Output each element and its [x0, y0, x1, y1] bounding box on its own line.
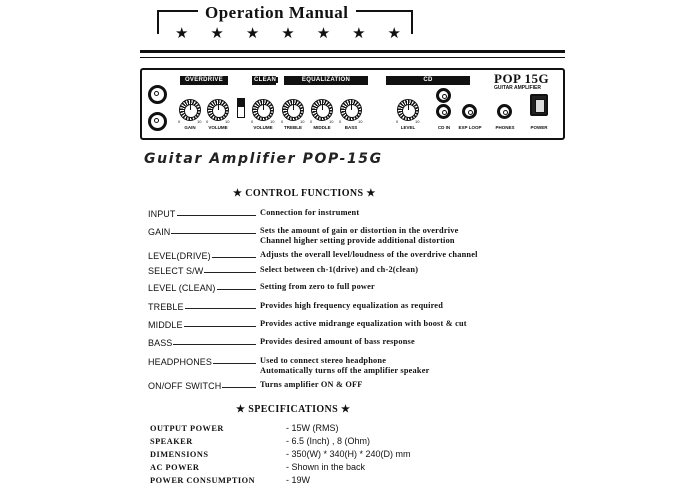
control-desc: Select between ch-1(drive) and ch-2(clean)	[260, 265, 419, 274]
cd-level-label: LEVEL	[400, 125, 416, 130]
control-label: TREBLE	[148, 302, 184, 312]
star-icon: ★	[245, 25, 260, 42]
control-label: INPUT	[148, 209, 176, 219]
control-label: HEADPHONES	[148, 357, 213, 367]
control-functions-heading: ★ CONTROL FUNCTIONS ★	[233, 188, 376, 199]
control-label: GAIN	[148, 227, 171, 237]
control-row	[148, 302, 568, 320]
gain-scale-min: 0	[178, 119, 181, 124]
cd-level-scale-max: 10	[415, 119, 420, 124]
control-desc: Turns amplifier ON & OFF	[260, 380, 363, 389]
control-desc: Provides desired amount of bass response	[260, 337, 415, 346]
cd-in-jack-2[interactable]	[436, 104, 451, 119]
control-desc: Adjusts the overall level/loudness of the overdrive channel	[260, 250, 478, 259]
model-subtitle: GUITAR AMPLIFIER	[494, 85, 541, 91]
spec-value: - 15W (RMS)	[286, 423, 339, 433]
gain-scale-max: 10	[197, 119, 202, 124]
spec-key: DIMENSIONS	[150, 450, 209, 459]
control-label: ON/OFF SWITCH	[148, 381, 222, 391]
cd-in-jack-1[interactable]	[436, 88, 451, 103]
star-icon: ★	[210, 25, 224, 42]
spec-key: SPEAKER	[150, 437, 193, 446]
control-desc: Sets the amount of gain or distortion in the overdrive Channel higher setting provide additional distortion	[260, 226, 459, 245]
volume-clean-label: VOLUME	[253, 125, 273, 130]
middle-knob[interactable]	[311, 99, 333, 121]
spec-value: - 19W	[286, 475, 311, 485]
star-icon: ★	[352, 25, 366, 42]
treble-scale-max: 10	[300, 119, 305, 124]
document-title: Guitar Amplifier POP-15G	[144, 151, 383, 167]
select-switch[interactable]	[237, 98, 245, 118]
control-desc: Provides active midrange equalization with boost & cut	[260, 319, 467, 328]
input-jack-2[interactable]	[148, 112, 167, 131]
header-stars	[175, 26, 401, 41]
control-label: SELECT S/W	[148, 266, 204, 276]
control-label: LEVEL(DRIVE)	[148, 251, 211, 261]
section-cd: CD	[386, 76, 470, 85]
section-overdrive: OVERDRIVE	[180, 76, 228, 85]
phones-label: PHONES	[495, 125, 515, 130]
gain-label: GAIN	[184, 125, 196, 130]
specifications-heading: ★ SPECIFICATIONS ★	[236, 404, 351, 415]
leader-line	[168, 233, 256, 234]
treble-knob[interactable]	[282, 99, 304, 121]
fx-loop-label: EXP LOOP	[458, 125, 482, 130]
spec-value: - 6.5 (Inch) , 8 (Ohm)	[286, 436, 371, 446]
control-row	[148, 381, 568, 399]
control-row	[148, 209, 568, 227]
bass-label: BASS	[344, 125, 358, 130]
treble-scale-min: 0	[281, 119, 284, 124]
bass-knob[interactable]	[340, 99, 362, 121]
control-label: LEVEL (CLEAN)	[148, 283, 216, 293]
phones-jack[interactable]	[497, 104, 512, 119]
leader-line	[168, 344, 256, 345]
fx-loop-jack[interactable]	[462, 104, 477, 119]
input-jack-1[interactable]	[148, 85, 167, 104]
star-icon: ★	[281, 25, 295, 42]
cd-level-knob[interactable]	[397, 99, 419, 121]
cd-level-scale-min: 0	[396, 119, 399, 124]
volume-drive-scale-min: 0	[206, 119, 209, 124]
manual-title: Operation Manual	[198, 3, 356, 23]
volume-drive-label: VOLUME	[208, 125, 228, 130]
power-label: POWER	[530, 125, 548, 130]
middle-scale-min: 0	[310, 119, 313, 124]
control-label: BASS	[148, 338, 173, 348]
power-switch[interactable]	[530, 94, 548, 116]
bass-scale-min: 0	[339, 119, 342, 124]
bass-scale-max: 10	[358, 119, 363, 124]
cd-in-label: CD IN	[437, 125, 451, 130]
middle-label: MIDDLE	[313, 125, 331, 130]
divider-thick	[140, 50, 565, 53]
spec-row	[150, 437, 570, 449]
control-row	[148, 283, 568, 301]
volume-drive-scale-max: 10	[225, 119, 230, 124]
control-row	[148, 227, 568, 245]
control-desc: Connection for instrument	[260, 208, 360, 217]
volume-drive-knob[interactable]	[207, 99, 229, 121]
leader-line	[168, 215, 256, 216]
middle-scale-max: 10	[329, 119, 334, 124]
volume-clean-scale-min: 0	[251, 119, 254, 124]
spec-value: - Shown in the back	[286, 462, 366, 472]
gain-knob[interactable]	[179, 99, 201, 121]
spec-key: OUTPUT POWER	[150, 424, 224, 433]
spec-row	[150, 450, 570, 462]
section-equalization: EQUALIZATION	[284, 76, 368, 85]
volume-clean-scale-max: 10	[270, 119, 275, 124]
star-icon: ★	[175, 25, 189, 42]
spec-row	[150, 463, 570, 475]
star-icon: ★	[387, 25, 401, 42]
treble-label: TREBLE	[284, 125, 302, 130]
section-clean: CLEAN	[254, 77, 277, 83]
spec-row	[150, 476, 570, 488]
control-desc: Used to connect stereo headphone Automatically turns off the amplifier speaker	[260, 356, 430, 375]
star-icon: ★	[316, 25, 331, 42]
divider-thin	[140, 57, 565, 58]
control-row	[148, 357, 568, 375]
model-name: POP 15G	[494, 71, 550, 86]
volume-clean-knob[interactable]	[252, 99, 274, 121]
spec-row	[150, 424, 570, 436]
control-row	[148, 338, 568, 356]
control-label: MIDDLE	[148, 320, 183, 330]
spec-key: POWER CONSUMPTION	[150, 476, 256, 485]
control-desc: Setting from zero to full power	[260, 282, 375, 291]
spec-value: - 350(W) * 340(H) * 240(D) mm	[286, 449, 411, 459]
control-desc: Provides high frequency equalization as required	[260, 301, 444, 310]
control-row	[148, 320, 568, 338]
spec-key: AC POWER	[150, 463, 200, 472]
